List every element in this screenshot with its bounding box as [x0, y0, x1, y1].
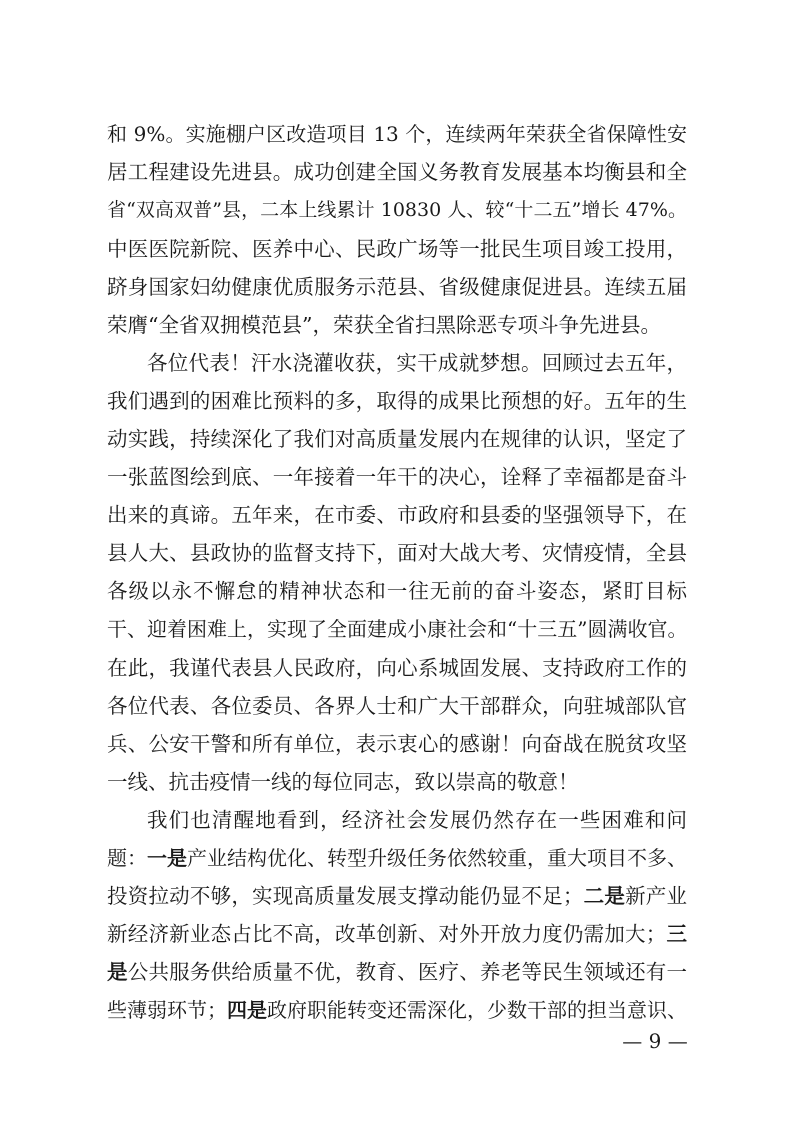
bold-marker: 一是 [147, 846, 187, 870]
text-line: 我们遇到的困难比预料的多，取得的成果比预想的好。五年的生 [107, 389, 687, 413]
bold-marker: 二是 [583, 884, 626, 908]
text-line: 干、迎着困难上，实现了全面建成小康社会和“十三五”圆满收官。 [107, 617, 687, 641]
text-line: 荣膺“全省双拥模范县”，荣获全省扫黑除恶专项斗争先进县。 [107, 313, 661, 337]
text-span: 政府职能转变还需深化，少数干部的担当意识、 [267, 998, 687, 1022]
text-line: 各位代表、各位委员、各界人士和广大干部群众，向驻城部队官 [107, 694, 687, 718]
text-line: 和 9%。实施棚户区改造项目 13 个，连续两年荣获全省保障性安 [107, 122, 687, 146]
text-line: 兵、公安干警和所有单位，表示衷心的感谢！向奋战在脱贫攻坚 [107, 732, 687, 756]
text-line [107, 991, 687, 1029]
text-line: 在此，我谨代表县人民政府，向心系城固发展、支持政府工作的 [107, 656, 687, 680]
text-span: 产业结构优化、转型升级任务依然较重，重大项目不多、 [187, 846, 687, 870]
text-span: 公共服务供给质量不优，教育、医疗、养老等民生领域还有一 [127, 960, 687, 984]
text-span: 题： [107, 846, 147, 870]
text-line [107, 839, 687, 877]
text-line: 中医医院新院、医养中心、民政广场等一批民生项目竣工投用， [107, 237, 687, 261]
text-line: 省“双高双普”县，二本上线累计 10830 人、较“十二五”增长 47%。 [107, 199, 687, 221]
text-line: 一张蓝图绘到底、一年接着一年干的决心，诠释了幸福都是奋斗 [107, 465, 687, 489]
text-line [107, 877, 687, 915]
text-span: 新产业 [625, 884, 687, 908]
text-line: 县人大、县政协的监督支持下，面对大战大考、灾情疫情，全县 [107, 541, 687, 565]
text-line: 跻身国家妇幼健康优质服务示范县、省级健康促进县。连续五届 [107, 275, 687, 299]
text-span: 些薄弱环节； [107, 998, 227, 1022]
bold-marker: 四是 [227, 998, 267, 1022]
text-line: 动实践，持续深化了我们对高质量发展内在规律的认识，坚定了 [107, 427, 687, 451]
text-span: 投资拉动不够，实现高质量发展支撑动能仍显不足； [107, 884, 584, 908]
text-line: 居工程建设先进县。成功创建全国义务教育发展基本均衡县和全 [107, 160, 687, 184]
text-line: 一线、抗击疫情一线的每位同志，致以崇高的敬意！ [107, 770, 579, 794]
bold-marker: 是 [107, 960, 128, 984]
bold-marker: 三 [666, 922, 687, 946]
text-line: 出来的真谛。五年来，在市委、市政府和县委的坚强领导下，在 [107, 503, 687, 527]
text-line [107, 953, 687, 991]
paragraph-start-line: 我们也清醒地看到，经济社会发展仍然存在一些困难和问 [147, 808, 687, 832]
paragraph-start-line: 各位代表！汗水浇灌收获，实干成就梦想。回顾过去五年， [147, 351, 687, 375]
page-number: — 9 — [622, 1029, 688, 1053]
text-span: 新经济新业态占比不高，改革创新、对外开放力度仍需加大； [107, 922, 667, 946]
text-line: 各级以永不懈怠的精神状态和一往无前的奋斗姿态，紧盯目标 [107, 579, 687, 603]
text-line [107, 915, 687, 953]
